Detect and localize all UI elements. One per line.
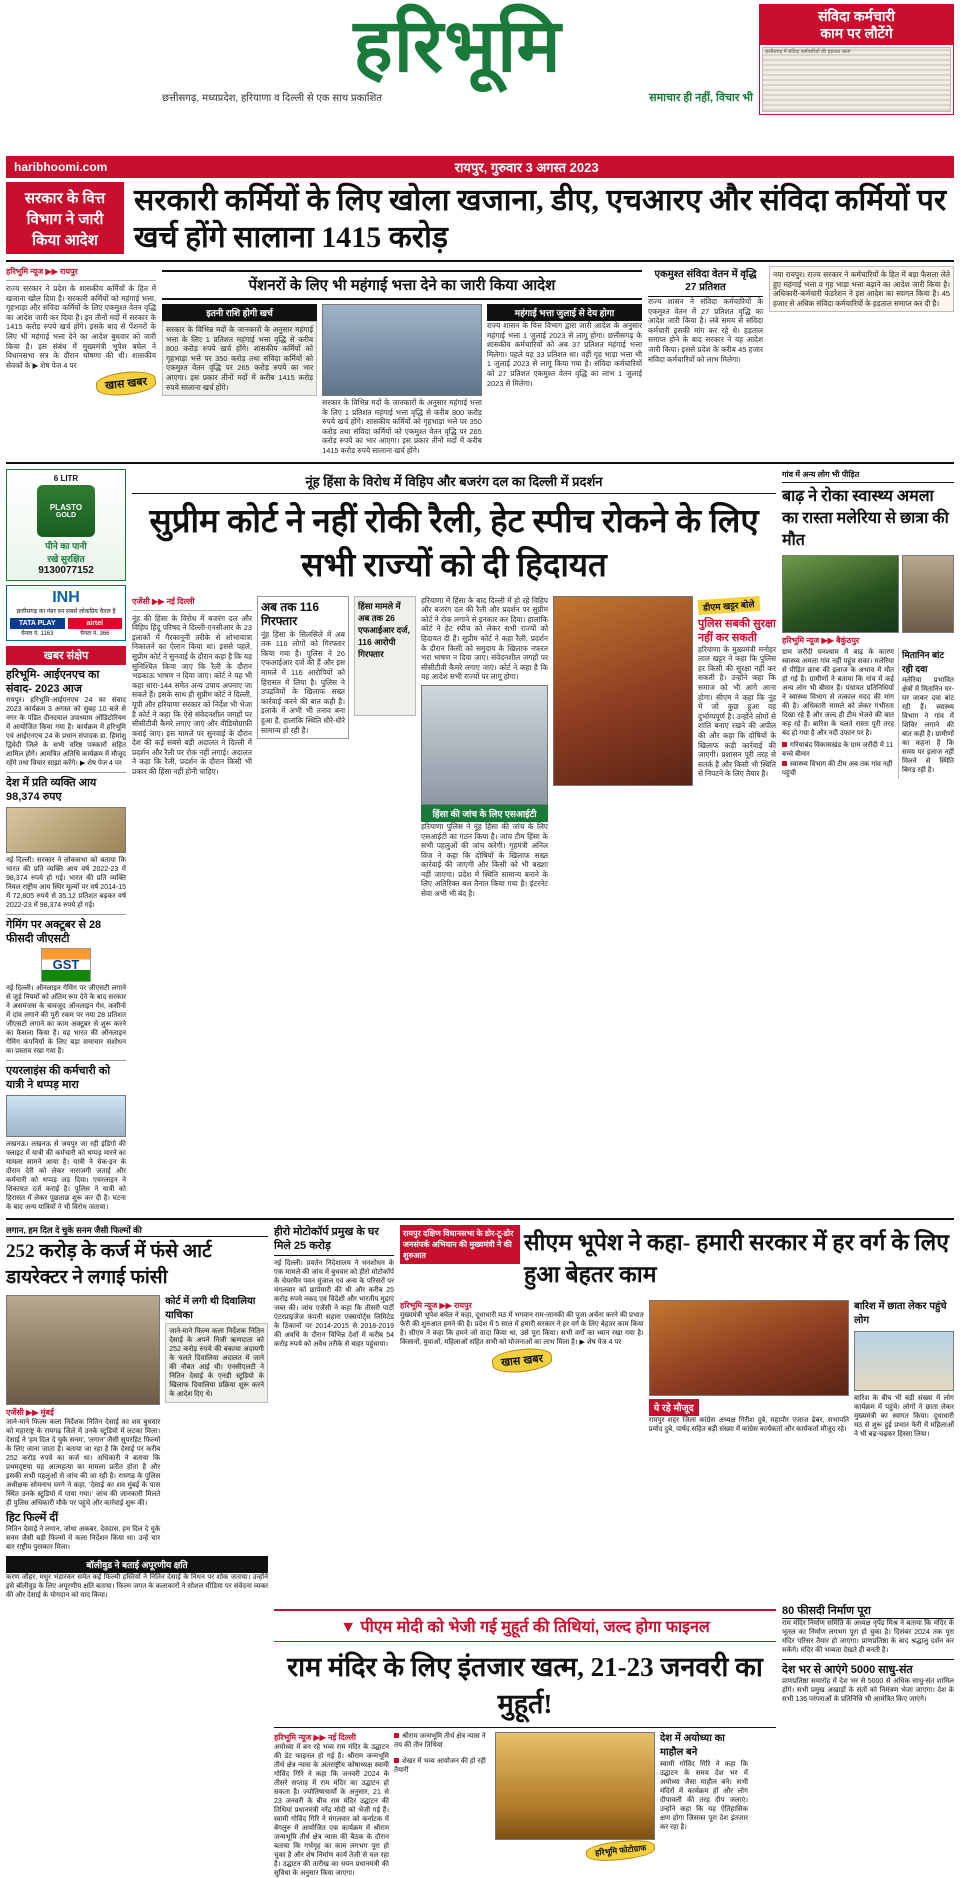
bullet-icon	[782, 742, 787, 747]
supreme-court-photo	[421, 685, 548, 805]
lead-photo	[322, 304, 482, 396]
hit-films-text: नितिन देसाई ने लगान, जोधा अकबर, देवदास, हम दिल दे चुके सनम जैसी बड़ी फिल्मों में कला निर्देशन किया था। उन्हें चार बार राष्ट्रीय पुरस्कार मिला।	[6, 1525, 161, 1551]
main-col-4	[421, 596, 548, 899]
bottom-right-col	[782, 1604, 954, 1878]
right-byline: हरिभूमि न्यूज ▶▶ बैकुंठपुर	[782, 635, 860, 645]
brief-3-title: गेमिंग पर अक्टूबर से 28 फीसदी जीएसटी	[6, 918, 102, 945]
section-separator-1	[6, 462, 954, 464]
lagaan-kicker: लगान, हम दिल दे चुके सनम जैसी फिल्मों की	[6, 1225, 268, 1237]
brief-4-photo	[6, 1095, 126, 1137]
ad-plasto-line1: पीने का पानी	[45, 540, 87, 551]
masthead-taglines	[156, 90, 759, 105]
cm-col-1	[400, 1300, 644, 1439]
khattar-kicker: डीएम खट्टर बोले	[698, 595, 760, 614]
bullet-icon	[394, 1758, 399, 1763]
umbrella-title: बारिश में छाता लेकर पहुंचे लोग	[854, 1300, 947, 1326]
main-col-6	[698, 596, 776, 899]
hero-text: नई दिल्ली। प्रवर्तन निदेशालय ने धनशोधन के एक मामले की जांच में बुधवार को हीरो मोटोकॉर्प के चेयरमैन पवन मुंजाल एवं अन्य के परिसरों पर मंगलवार को छापेमारी की थी और करीब 25 करोड़ रुपये नकद एवं विदेशी और भारतीय मुद्राएं जब्त की। जांच एजेंसी ने कहा कि तीसरी पार्टी एंटरप्राइजेज कंपनी सहारा एक्सपोर्ट्स लिमिटेड के ठिकानों पर 2014-2015 से 2018-2019 की अवधि के दौरान विभिन्न देशों में करीब 54 करोड़ रुपये को अवैध तरीके से बाहर पहुंचाया।	[274, 1259, 394, 1348]
brief-item-3	[6, 914, 126, 1056]
masthead-promo	[759, 4, 954, 115]
right-side-title: मितानिन बांट रही दवा	[902, 649, 945, 674]
hit-films-title: हिट फिल्में दीं	[6, 1511, 59, 1524]
website-link[interactable]: haribhoomi.com	[14, 160, 108, 174]
gst-icon: GST	[41, 948, 91, 982]
right-bullet-2: स्वास्थ्य विभाग की टीम अब तक गांव नहीं पहुंची	[782, 760, 893, 778]
masthead-slogan: समाचार ही नहीं, विचार भी	[649, 92, 753, 104]
lead-box-2-title: महंगाई भत्ता जुलाई से देय होगा	[487, 304, 642, 321]
ram-byline: हरिभूमि न्यूज ▶▶ नई दिल्ली	[274, 1732, 356, 1742]
ad-plasto-line2: रखे सुरक्षित	[47, 553, 85, 564]
bottom-left-spacer	[6, 1604, 268, 1878]
umbrella-photo	[854, 1331, 954, 1391]
brief-item-1	[6, 668, 126, 768]
student-photo	[902, 555, 954, 633]
ram-side-1-title: देश में अयोध्या का माहौल बने	[660, 1732, 725, 1758]
brief-item-4	[6, 1060, 126, 1212]
lead-kicker: सरकार के वित्त विभाग ने जारी किया आदेश	[6, 182, 124, 254]
main-intro: हरियाणा में हिंसा के बाद दिल्ली में हो रहे विहिप और बजरंग दल की रैली और प्रदर्शन पर सुप्रीम कोर्ट ने रोक लगाने से इनकार कर दिया। हालांकि कोर्ट ने हेट स्पीच को लेकर सभी राज्यों को हिदायत दी है। सुप्रीम कोर्ट ने कहा रैली, प्रदर्शन के दौरान किसी को समुदाय के खिलाफ नफरत भरा भाषण न दिया जाए। संवेदनशील जगहों पर सीसीटीवी कैमरे लगाए जाएं। कोर्ट ने कहा है कि यह आदेश सभी राज्यों पर लागू होगा।	[421, 595, 548, 682]
masthead	[6, 4, 954, 154]
lead-col-promo	[769, 266, 954, 456]
ram-bullet-1: श्रीराम जन्मभूमि तीर्थ क्षेत्र न्यास ने तय कीं तीन तिथियां	[394, 1732, 486, 1750]
police-text: हरियाणा के मुख्यमंत्री मनोहर लाल खट्टर ने कहा कि पुलिस हर किसी की सुरक्षा नहीं कर सकती है। उन्होंने कहा कि समाज को भी आगे आना होगा। सीएम ने कहा कि नूंह में जो कुछ हुआ वह दुर्भाग्यपूर्ण है। उन्होंने लोगों से शांति बनाए रखने की अपील की और कहा कि दोषियों के खिलाफ कड़ी कार्रवाई की जाएगी। प्रशासन पूरी तरह से सतर्क है और किसी भी स्थिति से निपटने के लिए तैयार है।	[698, 644, 776, 779]
pm-banner: ▼ पीएम मोदी को भेजी गई मुहूर्त की तिथियां, जल्द होगा फाइनल	[274, 1609, 776, 1642]
promo-title: संविदा कर्मचारी काम पर लौटेंगे	[760, 5, 953, 45]
ram-temple-photo	[495, 1732, 655, 1840]
lead-mid-columns	[162, 304, 642, 456]
photo-credit: हरिभूमि फोटोग्राफ	[585, 1837, 656, 1863]
right-kicker: गांव में अन्य लोग भी पीड़ित	[782, 469, 954, 483]
rally-photo	[553, 596, 693, 786]
ram-side-3-text: प्राणप्रतिष्ठा समारोह में देश भर से 5000 से अधिक साधु-संत शामिल होंगे। सभी प्रमुख अखाड़ों के संतों को निमंत्रण भेजा जाएगा। देश के सभी 136 परंपराओं के प्रतिनिधि भी आमंत्रित किए जाएंगे।	[782, 1677, 954, 1703]
main-col-1	[132, 596, 252, 899]
lead-right-text: राज्य शासन ने संविदा कर्मचारियों के एकमुश्त वेतन में 27 प्रतिशत वृद्धि का आदेश जारी किया है। लंबे समय से संविदा कर्मचारी इसकी मांग कर रहे थे। हड़ताल समाप्त होने के बाद सरकार ने यह आदेश जारी किया। इससे प्रदेश के करीब 45 हजार संविदा कर्मचारियों को लाभ मिलेगा।	[648, 297, 763, 364]
right-headline: बाढ़ ने रोका स्वास्थ्य अमला का रास्ता मलेरिया से छात्रा की मौत	[782, 487, 949, 549]
edition-bar	[6, 156, 954, 178]
cm-text: मुख्यमंत्री भूपेश बघेल ने कहा, दूधाधारी मठ में भगवान राम-जानकी की पूजा अर्चना करने की प्रभात फेरी की शुरुआत हमने की है। प्रदेश में 5 साल में हमारी सरकार ने हर वर्ग के लिए बेहतर काम किया है। सीएम ने कहा कि हमने जो वादा किया था, उसे पूरा किया। सभी वर्गों का ध्यान रखा गया है। किसानों, युवाओं, महिलाओं सहित सभी को योजनाओं का लाभ मिला है। ▶ शेष पेज 4 पर	[400, 1311, 644, 1346]
lead-box-2-text: राज्य शासन के वित्त विभाग द्वारा जारी आदेश के अनुसार महंगाई भत्ता 1 जुलाई 2023 से लागू होगा। छत्तीसगढ़ के शासकीय कर्मचारियों को अब 37 प्रतिशत महंगाई भत्ता मिलेगा। पहले यह 33 प्रतिशत था। वहीं गृह भाड़ा भत्ता भी 1 जुलाई 2023 से लागू किया गया है। संविदा कर्मचारियों को 27 प्रतिशत एकमुश्त वेतन वृद्धि का लाभ 1 जुलाई 2023 से मिलेगा।	[486, 321, 642, 388]
brief-4-title: एयरलाइंस की कर्मचारी को यात्री ने थप्पड़ मारा	[6, 1064, 111, 1091]
sit-text: हरियाणा पुलिस ने नूंह हिंसा की जांच के लिए एसआईटी का गठन किया है। जांच टीम हिंसा के सभी पहलुओं की जांच करेगी। गृहमंत्री अनिल विज ने कहा कि दोषियों के खिलाफ सख्त कार्रवाई की जाएगी और किसी को भी बख्शा नहीं जाएगा। प्रदेश में स्थिति सामान्य बनाने के लिए अतिरिक्त बल तैनात किया गया है। इंटरनेट सेवा अभी भी बंद है।	[421, 821, 548, 899]
ad-inh-partner-airtel: airtel	[68, 618, 123, 629]
bollywood-title: बॉलीवुड ने बताई अपूरणीय क्षति	[6, 1556, 268, 1573]
ram-side-1	[660, 1732, 748, 1878]
hero-story	[274, 1225, 394, 1600]
ad-inh[interactable]	[6, 585, 126, 641]
cm-box-title: ये रहे मौजूद	[649, 1399, 699, 1416]
lead-col-1	[6, 266, 156, 456]
ad-inh-partner-tata: TATA PLAY	[10, 618, 65, 629]
ad-plasto-phone[interactable]: 9130077152	[38, 564, 94, 576]
ad-plasto-sub: GOLD	[55, 511, 77, 519]
lead-box-1	[162, 304, 317, 456]
ad-inh-line: छत्तीसगढ़ का नंबर वन सबसे लोकप्रिय चैनल है	[16, 608, 116, 615]
brief-2-title: देश में प्रति व्यक्ति आय 98,374 रुपए	[6, 776, 97, 803]
section-separator-2	[6, 1218, 954, 1220]
newspaper-logo: हरिभूमि	[353, 6, 562, 88]
brief-1-title: हरिभूमि- आईएनएच का संवाद- 2023 आज	[6, 668, 100, 695]
lead-band	[6, 266, 954, 456]
cm-col-2	[649, 1300, 849, 1439]
cm-byline: हरिभूमि न्यूज ▶▶ रायपुर	[400, 1300, 472, 1310]
brief-2-text: नई दिल्ली। सरकार ने लोकसभा को बताया कि भारत की प्रति व्यक्ति आय वर्ष 2022-23 में 98,374 रुपये हो गई। भारत की प्रति व्यक्ति निवल राष्ट्रीय आय स्थिर मूल्यों पर वर्ष 2014-15 में 72,805 रुपये से 35.12 प्रतिशत बढ़कर वर्ष 2022-23 में 98,374 रुपये हो गई।	[6, 856, 126, 909]
main-section	[6, 469, 954, 1212]
right-text-col	[782, 648, 894, 779]
lagaan-box-text: जाने-माने फिल्म कला निर्देशक नितिन देसाई के अपने निजी ऋणदाता को 252 करोड़ रुपये की बकाया अदायगी के चलते दिवालिया अदालत में जाने की नौबत आई थी। एनसीएलटी ने नितिन देसाई के एनडी स्टूडियो के खिलाफ दिवालिया प्रक्रिया शुरू करने के आदेश दिए थे।	[165, 1323, 268, 1403]
lead-col-right	[648, 266, 763, 456]
lead-headline: सरकारी कर्मियों के लिए खोला खजाना, डीए, एचआरए और संविदा कर्मियों पर खर्च होंगे सालाना 1415 करोड़	[134, 184, 947, 254]
arrest-box	[257, 596, 349, 740]
cm-story	[400, 1225, 954, 1600]
lagaan-box-col	[165, 1295, 268, 1552]
police-title: पुलिस सबकी सुरक्षा नहीं कर सकती	[698, 617, 776, 644]
sit-caption: हिंसा की जांच के लिए एसआईटी	[421, 805, 548, 822]
bottom-section	[6, 1604, 954, 1878]
ram-headline: राम मंदिर के लिए इंतजार खत्म, 21-23 जनवरी का मुहूर्त!	[274, 1642, 776, 1728]
ad-plasto-size: 6 LITR	[53, 473, 79, 483]
brief-2-photo	[6, 807, 126, 853]
umbrella-text: बारिश के बीच भी बड़ी संख्या में लोग कार्यक्रम में पहुंचे। लोगों ने छाता लेकर मुख्यमंत्री का स्वागत किया। दूधाधारी मठ से शुरू हुई प्रभात फेरी में महिलाओं ने भी बढ़-चढ़कर हिस्सा लिया।	[854, 1394, 954, 1438]
fir-box: हिंसा मामले में अब तक 26 एफआईआर दर्ज, 116 आरोपी गिरफ्तार	[354, 596, 416, 716]
ram-side-1-text: स्वामी गोविंद गिरि ने कहा कि उद्घाटन के समय देश भर में अयोध्या जैसा माहौल बने। सभी मंदिरों में कार्यक्रम हों और लोग दीपावली की तरह दीप जलाएं। उन्होंने कहा कि यह ऐतिहासिक क्षण होगा जिसका पूरा देश इंतजार कर रहा है।	[660, 1760, 748, 1831]
lead-box-2	[487, 304, 642, 456]
khas-khabar-badge-2: खास खबर	[491, 1345, 553, 1374]
banner-arrow-icon: ▼	[340, 1618, 357, 1636]
main-col-2	[257, 596, 349, 899]
lead-box-1-title: इतनी राशि होगी खर्च	[162, 304, 317, 321]
ram-side-2-title: 80 फीसदी निर्माण पूरा	[782, 1604, 954, 1619]
ram-col-bullets	[394, 1732, 490, 1878]
lead-box-1-text: सरकार के विभिन्न मदों के जानकारों के अनुसार महंगाई भत्ता के लिए 1 प्रतिशत महंगाई भत्ता वृद्धि से करीब 800 करोड़ रुपये खर्च होंगे। शासकीय कर्मियों को गृहभाड़ा भत्ते पर 350 करोड़ तथा संविदा कर्मियों को एकमुश्त वेतन वृद्धि पर 265 करोड़ रुपये का भार आएगा। इस प्रकार तीनों मदों में करीब 1415 करोड़ रुपये सालाना खर्च होंगे।	[162, 321, 317, 396]
right-bullet-1: गरियाबंद विकासखंड के ग्राम जरौंदी में 11 बच्चे बीमार	[782, 741, 894, 759]
lead-col-mid	[162, 266, 642, 456]
brief-item-2	[6, 772, 126, 910]
lead-story	[6, 182, 954, 262]
main-headline: सुप्रीम कोर्ट ने नहीं रोकी रैली, हेट स्पीच रोकने के लिए सभी राज्यों को दी हिदायत	[149, 503, 759, 584]
edition-date: रायपुर, गुरुवार 3 अगस्त 2023	[454, 160, 599, 175]
brief-4-text: लखनऊ। लखनऊ से जयपुर जा रही इंडिगो की फ्लाइट में यात्री की कर्मचारी को थप्पड़ मारने का मामला सामने आया है। यात्री ने चेक-इन के दौरान देरी को लेकर नाराजगी जताई और कर्मचारी को थप्पड़ जड़ दिया। एयरलाइन ने शिकायत दर्ज कराई है। पुलिस ने यात्री को हिरासत में लेकर पूछताछ शुरू कर दी है। घटना के बाद अन्य यात्रियों ने भी विरोध जताया।	[6, 1140, 126, 1211]
brief-1-text: रायपुर। हरिभूमि-आईएनएच 24 का संवाद 2023 कार्यक्रम 3 अगस्त को सुबह 10 बजे से नगर के पंडित दीनदयाल उपाध्याय ऑडिटोरियम में आयोजित किया गया है। कार्यक्रम में हरिभूमि एवं आईएनएच 24 के प्रधान संपादक डा. हिमांशु द्विवेदी जिले के सभी वरिष्ठ पत्रकारों सहित शामिल होंगे। आमंत्रित अतिथि कार्यक्रम में मौजूद रहेंगे तथा विचार साझा करेंगे। ▶ शेष पेज 4 पर	[6, 696, 126, 767]
ram-text: अयोध्या में बन रहे भव्य राम मंदिर के उद्घाटन की डेट फाइनल हो गई है। श्रीराम जन्मभूमि तीर्थ क्षेत्र न्यास के अंतराष्ट्रीय कोषाध्यक्ष स्वामी गोविंद गिरि ने कहा कि जनवरी 2024 के तीसरे सप्ताह में राम मंदिर का उद्घाटन हो सकता है। ज्योतिषाचार्यों के अनुसार, 21 से 23 जनवरी के बीच राम मंदिर उद्घाटन की तिथियां प्रधानमंत्री नरेंद्र मोदी को भेजी गई हैं। स्वामी गोविंद गिरि ने मंगलवार को कर्नाटक में बेंगलुरु में आयोजित एक कार्यक्रम में श्रीराम जन्मभूमि तीर्थ क्षेत्र न्यास की बैठक के दौरान बताया कि गर्भगृह का काम लगभग पूरा हो चुका है और शेष निर्माण कार्य तेजी से चल रहा है। उद्घाटन की तारीख का चयन प्रधानमंत्री की सुविधा के अनुसार किया जाएगा।	[274, 1743, 389, 1877]
masthead-center	[156, 4, 759, 105]
lagaan-box-title: कोर्ट में लगी थी दिवालिया याचिका	[165, 1295, 256, 1321]
cm-box-text: रायपुर शहर जिला कांग्रेस अध्यक्ष गिरीश दुबे, महापौर एजाज ढेबर, सभापति प्रमोद दुबे, पार्षद सहित बड़ी संख्या में कांग्रेस कार्यकर्ता और कार्यकर्ता मौजूद रहे।	[648, 1416, 849, 1433]
cm-headline: सीएम भूपेश ने कहा- हमारी सरकार में हर वर्ग के लिए हुआ बेहतर काम	[524, 1229, 949, 1287]
lead-byline: हरिभूमि न्यूज ▶▶ रायपुर	[6, 267, 78, 276]
ad-plasto-brand: PLASTO	[49, 502, 83, 512]
left-rail	[6, 469, 126, 1212]
ad-inh-brand: INH	[52, 588, 80, 606]
lagaan-headline: 252 करोड़ के कर्ज में फंसे आर्ट डायरेक्टर ने लगाई फांसी	[6, 1240, 212, 1288]
main-byline: एजेंसी ▶▶ नई दिल्ली	[132, 596, 195, 606]
ram-side-2-text: राम मंदिर निर्माण समिति के अध्यक्ष नृपेंद्र मिश्र ने बताया कि मंदिर के भूतल का निर्माण लगभग पूरा हो चुका है। दिसंबर 2024 तक पूरा मंदिर परिसर तैयार हो जाएगा। प्राणप्रतिष्ठा के बाद श्रद्धालु दर्शन कर सकेंगे। मंदिर की भव्यता देखते ही बनती है।	[782, 1619, 954, 1654]
khas-khabar-badge: खास खबर	[95, 369, 157, 398]
mid-band-section	[6, 1225, 954, 1600]
ram-mandir-story	[274, 1604, 776, 1878]
ram-bullet-2: शेखर में भव्य आयोजन की हो रही तैयारी	[394, 1757, 486, 1775]
ad-inh-ch1: चैनल नं. 1163	[21, 630, 54, 637]
cm-kicker: रायपुर दक्षिण विधानसभा के डोर-टू-डोर जनसंपर्क अभियान की मुख्यमंत्री ने की शुरुआत	[400, 1225, 520, 1264]
lead-photo-extra: सरकार के विभिन्न मदों के जानकारों के अनुसार महंगाई भत्ता के लिए 1 प्रतिशत महंगाई भत्ता वृद्धि से करीब 800 करोड़ रुपये खर्च होंगे। शासकीय कर्मियों को गृहभाड़ा भत्ते पर 350 करोड़ तथा संविदा कर्मियों को एकमुश्त वेतन वृद्धि पर 265 करोड़ रुपये का भार आएगा। इस प्रकार तीनों मदों में करीब 1415 करोड़ रुपये सालाना खर्च होंगे।	[322, 398, 482, 455]
lead-sub-banner: पेंशनरों के लिए भी महंगाई भत्ता देने का जारी किया आदेश	[162, 270, 642, 300]
cm-event-photo	[649, 1300, 849, 1396]
bullet-icon	[394, 1733, 399, 1738]
lagaan-byline: एजेंसी ▶▶ मुंबई	[6, 1407, 54, 1417]
bollywood-text: करण जौहर, मधुर भंडारकर समेत कई फिल्मी हस्तियों ने नितिन देसाई के निधन पर शोक जताया। उन्होंने इसे बॉलीवुड के लिए अपूरणीय क्षति बताया। फिल्म जगत के कलाकारों ने सोशल मीडिया पर संवेदना व्यक्त की और देसाई के योगदान को याद किया।	[6, 1573, 268, 1599]
lead-text: राज्य सरकार ने प्रदेश के शासकीय कर्मियों के हित में खजाना खोल दिया है। सरकारी कर्मियों को महंगाई भत्ता, गृहभाड़ा और संविदा कर्मियों के लिए एकमुश्त वेतन वृद्धि का आदेश जारी कर दिया है। इन तीनों मदों में सरकार के 1415 करोड़ रुपये खर्च होंगे। इसके बाद से पेंशनरों के लिए भी महंगाई भत्ता देने का आदेश बुधवार को जारी किया है। इस संबंध में मुख्यमंत्री भूपेश बघेल ने विधानसभा सत्र के दौरान घोषणा की थी। शासकीय सेवकों के ▶ शेष पेज 4 पर	[6, 284, 156, 370]
promo-box	[759, 4, 954, 115]
main-kicker: नूंह हिंसा के विरोध में विहिप और बजरंग दल का दिल्ली में प्रदर्शन	[132, 469, 776, 494]
lead-right-kicker: एकमुश्त संविदा वेतन में वृद्धि 27 प्रतिशत	[648, 266, 763, 297]
promo-thumbnail: छत्तीसगढ़ में संविदा कर्मचारियों की हड़ताल खत्म	[762, 47, 951, 112]
nitin-desai-photo	[6, 1295, 160, 1405]
right-side-text: मलेरिया प्रभावित क्षेत्रों में मितानिन घर-घर जाकर दवा बांट रही हैं। स्वास्थ्य विभाग ने गांव में शिविर लगाने की बात कही है। ग्रामीणों का कहना है कि समय पर इलाज नहीं मिलने से स्थिति बिगड़ रही है।	[902, 676, 954, 774]
main-col-3	[354, 596, 416, 899]
arrest-box-title: अब तक 116 गिरफ्तार	[261, 599, 320, 628]
water-tank-icon	[37, 485, 95, 537]
lead-photo-wrap	[322, 304, 482, 456]
arrest-box-text: नूंह हिंसा के सिलसिले में अब तक 116 लोगों को गिरफ्तार किया गया है। पुलिस ने 26 एफआईआर दर्ज की हैं और इस मामले में 116 आरोपियों को हिरासत में लिया है। पुलिस ने उपद्रवियों के खिलाफ सख्त कार्रवाई करने की बात कही है। इलाके में अभी भी तनाव बना हुआ है, हालांकि स्थिति धीरे-धीरे सामान्य हो रही है।	[261, 629, 345, 735]
right-column	[782, 469, 954, 1212]
lagaan-story	[6, 1225, 268, 1600]
bullet-icon	[782, 761, 787, 766]
flood-photo	[782, 555, 899, 633]
ad-plasto[interactable]	[6, 469, 126, 581]
ad-inh-ch2: चैनल नं. 366	[79, 630, 110, 637]
right-text: ग्राम जरौंदी घनश्याम में बाढ़ के कारण स्वास्थ्य अमला गांव नहीं पहुंच सका। मलेरिया से पीड़ित छात्रा की इलाज के अभाव में मौत हो गई है। ग्रामीणों ने बताया कि गांव में कई अन्य लोग भी बीमार हैं। पंचायत प्रतिनिधियों ने स्वास्थ्य विभाग से तत्काल मदद की मांग की है। अधिकारी मामले को लेकर गंभीरता दिखा रहे हैं और जल्द ही टीम भेजने की बात कह रहे हैं। बारिश के चलते रास्ता पूरी तरह बंद हो गया है और नदी उफान पर है।	[782, 648, 894, 737]
ram-photo-col	[495, 1732, 655, 1878]
briefs-header: खबर संक्षेप	[6, 646, 126, 665]
lagaan-photo-col	[6, 1295, 160, 1552]
hero-kicker: हीरो मोटोकॉर्प प्रमुख के घर मिले 25 करोड़	[274, 1225, 394, 1256]
rule	[6, 280, 156, 281]
lagaan-text: जाने-माने फिल्म कला निर्देशक नितिन देसाई का शव बुधवार को महाराष्ट्र के रायगढ़ जिले में उनके स्टूडियो में लटका मिला। देसाई ने 'हम दिल दे चुके सनम', 'लगान' जैसी सुपरहिट फिल्मों के लिए जाना जाता है। बताया जा रहा है कि देसाई पर करीब 252 करोड़ रुपये का कर्ज था। अधिकारी ने बताया कि प्रथमदृष्टया यह आत्महत्या का मामला प्रतीत होता है और इसकी सभी पहलुओं से जांच की जा रही है। रायगढ़ के पुलिस अधीक्षक सोमनाथ घरगे ने कहा, 'देसाई का शव मुंबई के पास स्थित उनके स्टूडियो में पाया गया।' जांच की जानकारी मिलते ही पुलिस अधिकारी मौके पर पहुंचे और कार्रवाई शुरू की।	[6, 1418, 161, 1507]
main-col-1-text: नूंह की हिंसा के विरोध में बजरंग दल और विहिप हिंदू परिषद ने दिल्ली-एनसीआर के 23 इलाकों में गैरकानूनी तरीके से शोभायात्रा निकालने का ऐलान किया था। इससे पहले, सुप्रीम कोर्ट ने सुनवाई के दौरान कहा है कि यह सुनिश्चित किया जाए कि रैली के दौरान भड़काऊ भाषण न दिया जाए। कोर्ट ने यह भी कहा धारा-144 समेत अन्य उपाय अपनाए जा सकते हैं। इसके साथ ही सुप्रीम कोर्ट ने दिल्ली, यूपी और हरियाणा सरकार को निर्देश भी भेजा है कोर्ट ने कहा कि ऐसे संवेदनशील जगहों पर सीसीटीवी कैमरे लगाए जाएं और वीडियोग्राफी कराई जाए। इस मामले पर सुनवाई के दौरान देश की कई सबसे बड़ी अदालत ने दिल्ली में प्रदर्शन और रैली पर रोक नहीं लगाई। अदालत ने कहा कि रैली, प्रदर्शन के दौरान किसी भी प्रकार की हिंसा नहीं होनी चाहिए।	[132, 613, 252, 777]
brief-3-text: नई दिल्ली। ऑनलाइन गेमिंग पर जीएसटी लगाने से जुड़े नियमों को अंतिम रूप देने के बाद सरकार ने असमंजस के बावजूद ऑनलाइन गेम, कसीनो में दांव लगाने की पूरी रकम पर नया 28 प्रतिशत जीएसटी लगाने का काम अक्टूबर से शुरू करने का फैसला किया है। यह भारत की ऑनलाइन गेमिंग कंपनियों के लिए बड़ा समाचार संशोधन का प्रस्ताव रखा गया है।	[6, 984, 126, 1055]
right-side-box	[898, 648, 954, 779]
main-columns	[132, 596, 776, 899]
ram-side-3-title: देश भर से आएंगे 5000 साधु-संत	[782, 1659, 954, 1677]
main-col-5	[553, 596, 693, 899]
masthead-tagline-left: छत्तीसगढ़, मध्यप्रदेश, हरियाणा व दिल्ली से एक साथ प्रकाशित	[162, 93, 382, 104]
lead-promo-text: नया रायपुर। राज्य सरकार ने कर्मचारियों के हित में बड़ा फैसला लेते हुए महंगाई भत्ता व गृह भाड़ा भत्ता बढ़ाने का आदेश जारी किया है। अधिकारी-कर्मचारी फेडरेशन ने इस आदेश का स्वागत किया है। 45 हजार से अधिक संविदा कर्मचारियों के हड़ताल समाप्त कर दी है।	[769, 266, 954, 312]
cm-col-3	[854, 1300, 954, 1439]
ram-col-1	[274, 1732, 389, 1878]
center-column	[132, 469, 776, 1212]
